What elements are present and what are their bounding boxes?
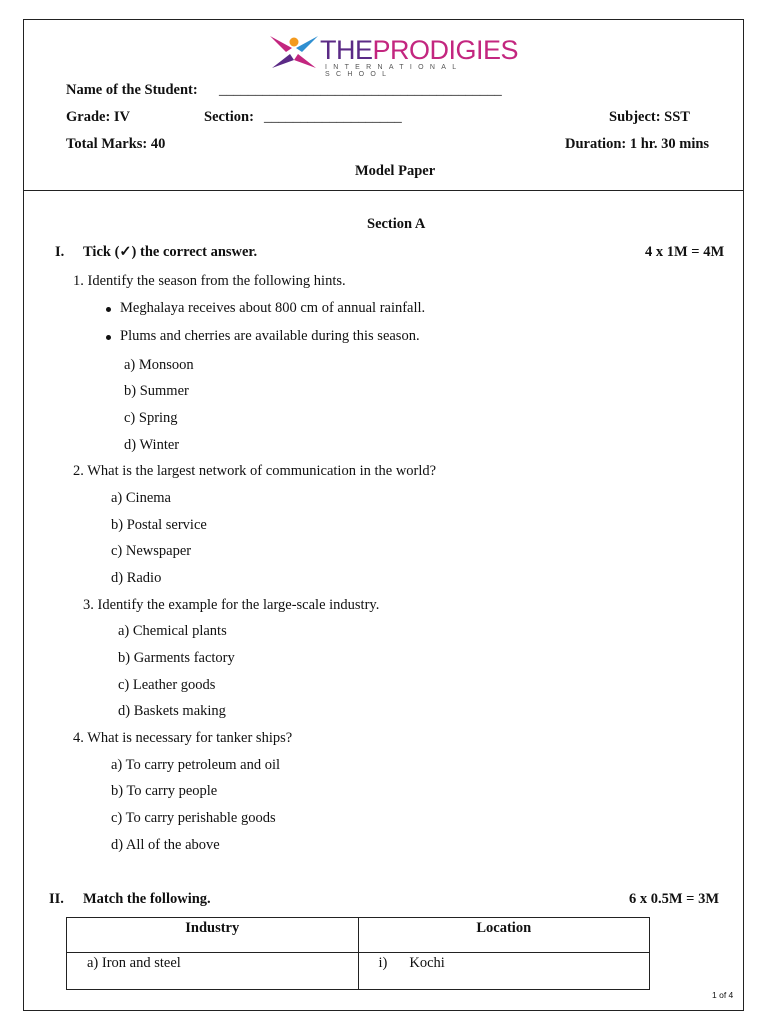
option[interactable]: d) Radio [111,570,162,586]
section-label: Section: [204,109,254,125]
industry-cell: a) Iron and steel [67,953,359,990]
q2-numeral: II. [49,891,64,907]
option[interactable]: c) Leather goods [118,677,216,693]
option[interactable]: c) To carry perishable goods [111,810,276,826]
q1-numeral: I. [55,244,65,260]
option[interactable]: b) Summer [124,383,189,399]
paper-title: Model Paper [355,163,436,179]
column-header-location: Location [358,918,650,953]
option[interactable]: a) Monsoon [124,357,194,373]
option[interactable]: d) Winter [124,437,180,453]
section-title: Section A [367,216,426,232]
table-row [67,953,650,990]
grade-field: Grade: IV [66,109,131,125]
option[interactable]: b) Postal service [111,517,207,533]
logo-star-icon [268,34,320,70]
hint-1: Meghalaya receives about 800 cm of annual rainfall. [120,300,426,316]
q2-instruction: Match the following. [83,891,211,907]
q1-instruction: Tick (✓) the correct answer. [83,244,258,260]
option[interactable]: a) Cinema [111,490,171,506]
location-name: Kochi [409,955,445,971]
subject-field: Subject: SST [609,109,690,125]
question-2: 2. What is the largest network of communication in the world? [73,463,437,479]
total-marks: Total Marks: 40 [66,136,166,152]
student-name-label: Name of the Student: [66,82,198,98]
school-logo [268,34,528,78]
question-4: 4. What is necessary for tanker ships? [73,730,293,746]
q1-marks: 4 x 1M = 4M [645,244,725,260]
logo-tagline: INTERNATIONAL SCHOOL [325,64,463,78]
student-name-blank: _______________________________________ [219,82,502,98]
option[interactable]: a) Chemical plants [118,623,227,639]
question-3: 3. Identify the example for the large-scale industry. [83,597,380,613]
option[interactable]: a) To carry petroleum and oil [111,757,281,773]
header-divider [23,190,744,191]
column-header-industry: Industry [67,918,359,953]
option[interactable]: b) Garments factory [118,650,235,666]
logo-wordmark: THEPRODIGIES [320,35,519,65]
location-number: i) [378,955,388,971]
location-cell [358,953,650,990]
bullet-icon [106,307,111,312]
match-table [66,917,650,990]
table-header-row [67,918,650,953]
section-blank: ___________________ [264,109,402,125]
bullet-icon [106,335,111,340]
option[interactable]: d) Baskets making [118,703,226,719]
page-number: 1 of 4 [712,990,734,1000]
question-1: 1. Identify the season from the following hints. [73,273,346,289]
option[interactable]: b) To carry people [111,783,218,799]
q2-marks: 6 x 0.5M = 3M [629,891,720,907]
option[interactable]: c) Spring [124,410,178,426]
option[interactable]: c) Newspaper [111,543,192,559]
option[interactable]: d) All of the above [111,837,220,853]
duration: Duration: 1 hr. 30 mins [565,136,710,152]
hint-2: Plums and cherries are available during this season. [120,328,420,344]
